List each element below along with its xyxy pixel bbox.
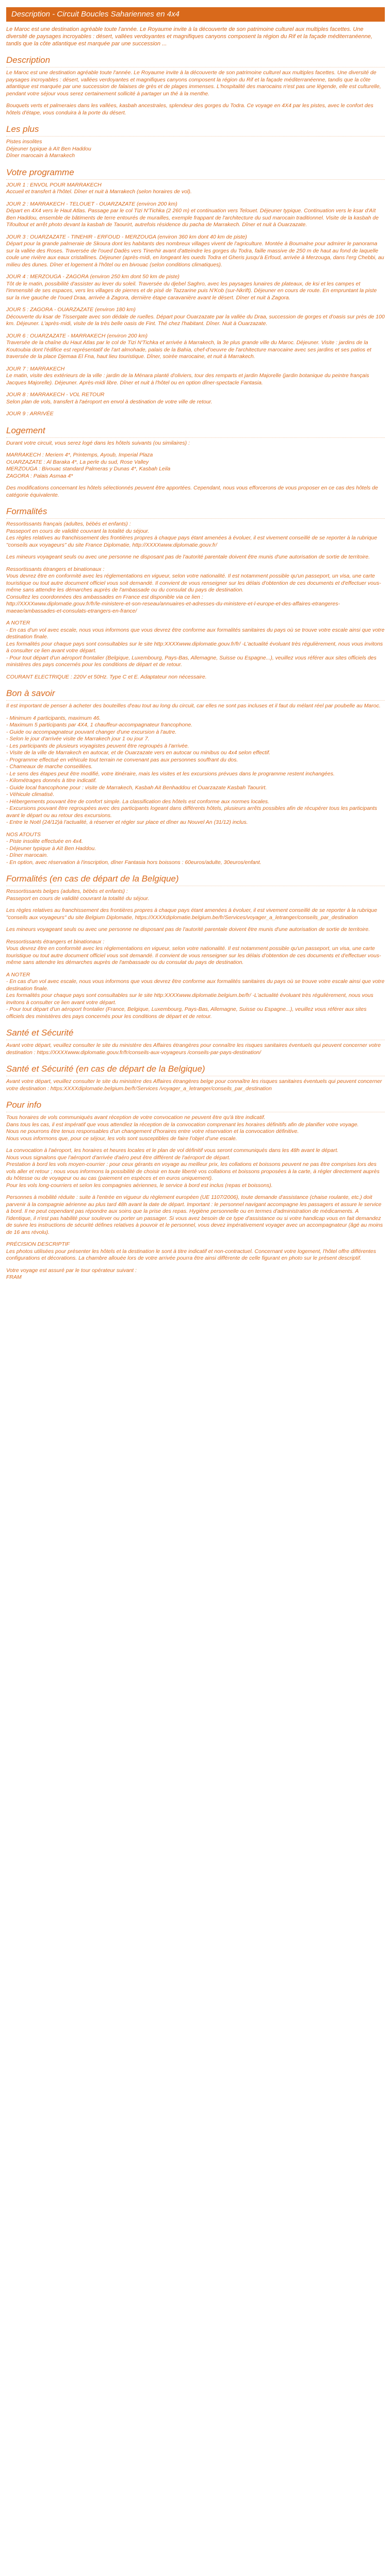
paragraph: Avant votre départ, veuillez consulter le site du ministère des Affaires étrangères belge pour connaître les risques sanitaires éventuels qui peuvent concerner votre destination : https:XXXXdiplomatie.belgium.be/fr/Services /voyager_a_letranger/conseils_par_destination: [6, 1078, 382, 1092]
section-sante: [6, 1027, 385, 1056]
section-sante-belgique: [6, 1063, 385, 1092]
section-logement: [6, 425, 385, 499]
section-description: [6, 55, 385, 116]
paragraph: Les mineurs voyageant seuls ou avec une personne ne disposant pas de l'autorité parentale doivent être munis d'une autorisation de sortie de territoire.: [6, 554, 370, 560]
section-formalites-belgique: [6, 873, 385, 1020]
intro-text: Le Maroc est une destination agréable toute l'année. Le Royaume invite à la découverte de son patrimoine culturel aux multiples facettes. Une diversité de paysages incroyables : désert, vallées verdoyantes et magnifiques canyons composent la région du Rif et la façade méditerranéenne, tandis que la côte atlantique est marquée par une succession ...: [6, 26, 372, 47]
paragraph: Il est important de penser à acheter des bouteilles d'eau tout au long du circuit, car elles ne sont pas incluses et il faut du mélant réel par poubelle au Maroc.: [6, 703, 381, 709]
paragraph: PRÉCISION DESCRIPTIF Les photos utilisées pour présenter les hôtels et la destination le sont à titre indicatif et non-contractuel. Concernant votre logement, l'hôtel offre différentes configurations et décorations. La chambre allouée lors de votre arrivée pourra être ainsi différente de celle figurant en photo sur le présent descriptif.: [6, 1241, 376, 1261]
section-plus: [6, 124, 385, 160]
paragraph: La convocation à l'aéroport, les horaires et heures locales et le plan de vol définitif vous seront communiqués dans les 48h avant le départ. Nous vous signalons que l'aéroport d'arrivée d'aéro peut être différent de l'aéroport de départ. Prestation à bord les vols moyen-courrier : pour ceux gérants en voyage au meilleur prix, les collations et boissons peuvent ne pas être comprises lors des vols aller et retour ; nous vous informons la possibilité de choisir en toute liberté vos collations et boissons proposées à la carte, à régler directement auprès du hôtesse ou de voyageur ou au cas (paiement en espèces et en euros uniquement). Pour les vols long-courriers et selon les compagnies aériennes, le service à bord est inclus (repas et boissons).: [6, 1147, 380, 1189]
paragraph: JOUR 9 : ARRIVÉE: [6, 411, 54, 417]
paragraph: Les règles relatives au franchissement des frontières propres à chaque pays étant amenées à évoluer, il est vivement conseillé de se reporter à la rubrique "conseils aux voyageurs" du site Belgium Diplomatie, https://XXXXdiplomatie.belgium.be/fr/Services/voyager_a_letranger/conseils_par_destination: [6, 907, 378, 921]
section-heading: Santé et Sécurité: [6, 1027, 385, 1040]
paragraph: COURANT ELECTRIQUE : 220V et 50Hz. Type C et E. Adaptateur non nécessaire.: [6, 673, 207, 680]
paragraph: - Minimum 4 participants, maximum 46. - Maximum 5 participants par 4X4, 1 chauffeur-accompagnateur francophone. - Guide ou accompagnateur pouvant changer d'une excursion à l'autre. - Selon le jour d'arrivée visite de Marrakech jour 1 ou jour 7. - Les participants de plusieurs voyagistes peuvent être regroupés à l'arrivée. - Visite de la ville de Marrakech en autocar, et de Ouarzazate vers en autocar ou minibus ou 4x4 selon effectif. - Programme effectué en véhicule tout terrain ne convenant pas aux personnes souffrant du dos. - Chameaux de marche conseillées. - Le sens des étapes peut être modifié, votre itinéraire, mais les visites et les excursions prévues dans le programme restent inchangées. - Kilométrages donnés à titre indicatif. - Guide local francophone pour : visite de Marrakech, Kasbah Ait Benhaddou et Ouarzazate Kasbah Taourirt. - Véhicule climatisé. - Hébergements pouvant être de confort simple. La classification des hôtels est conforme aux normes locales. - Excursions pouvant être regroupées avec des participants logeant dans différents hôtels, plusieurs arrêts possibles afin de récupérer tous les participants avant le départ ou au retour des excursions. - Entre le Noël (24/12)à l'actualité, à réserver et régler sur place et dîner au Nouvel An (31/12) inclus.: [6, 715, 378, 825]
paragraph: JOUR 5 : ZAGORA - OUARZAZATE (environ 180 km) Découverte du ksar de Tissergate avec son dédale de ruelles. Départ pour Ouarzazate par la vallée du Draa, succession de gorges et d'oasis sur près de 100 km. Déjeuner. L'après-midi, visite de la très belle oasis de Fint. Thé chez l'habitant. Dîner. Nuit à Ouarzazate.: [6, 307, 385, 327]
paragraph: Avant votre départ, veuillez consulter le site du ministère des Affaires étrangères pour connaître les risques sanitaires éventuels qui peuvent concerner votre destination : https://XXXXwww.diplomatie.gouv.fr/fr/conseils-aux-voyageurs /conseils-par-pays-destination/: [6, 1042, 381, 1056]
paragraph: Le Maroc est une destination agréable toute l'année. Le Royaume invite à la découverte de son patrimoine culturel aux multiples facettes. Une diversité de paysages incroyables : désert, vallées verdoyantes et magnifiques canyons composent la région du Rif et la façade méditerranéenne, tandis que la côte atlantique est marquée par une succession de falaises de grès et de plages immenses. L'hospitalité des marocains n'est pas une légende, elle est culturelle, pendant votre séjour vous serez certainement sollicité à partager un thé à la menthe.: [6, 70, 381, 97]
paragraph: Les mineurs voyageant seuls ou avec une personne ne disposant pas de l'autorité parentale doivent être munis d'une autorisation de sortie de territoire.: [6, 926, 370, 933]
paragraph: Ressortissants belges (adultes, bébés et enfants) : Passeport en cours de validité couvrant la totalité du séjour.: [6, 888, 150, 902]
section-heading: Pour info: [6, 1099, 385, 1112]
section-heading: Formalités: [6, 506, 385, 519]
paragraph: A NOTER - En cas d'un vol avec escale, nous vous informons que vous devrez être conforme aux formalités sanitaires du pays où se trouve votre escale ainsi que votre destination finale. Les formalités pour chaque pays sont consultables sur le site http:XXXXwww.diplomatie.gouv.fr/fr/ -L'actualité évoluant très régulièrement, nous vous invitons à consulter ce lien avant votre départ. - Pour tout départ d'un aéroport frontalier (Belgique, Luxembourg, Pays-Bas, Allemagne, Suisse ou Espagne...), veuillez vous référer aux sites officiels des ministères des pays concernés pour les conditions de départ et de retour.: [6, 620, 385, 668]
section-heading: Formalités (en cas de départ de la Belgique): [6, 873, 385, 886]
paragraph: JOUR 2 : MARRAKECH - TELOUET - OUARZAZATE (environ 200 km) Départ en 4X4 vers le Haut Atlas. Passage par le col Tizi N'Tichka (2 260 m) et continuation vers Telouet. Déjeuner typique. Continuation vers le ksar d'Aït Ben Haddou, ensemble de bâtiments de terre entourés de murailles, exemple frappant de l'architecture du sud marocain traditionnel. Visite de la kasbah de Tifoultout et arrêt photo devant la kasbah de Taourirt, autrefois résidence du pacha de Marrakech. Dîner et nuit à Ouarzazate.: [6, 200, 379, 228]
paragraph: Bouquets verts et palmeraies dans les vallées, kasbah ancestrales, splendeur des gorges du Todra. Ce voyage en 4X4 par les pistes, avec le confort des hôtels d'étape, vous conduira à la porte du désert.: [6, 103, 373, 116]
section-formalites: [6, 506, 385, 681]
paragraph: Durant votre circuit, vous serez logé dans les hôtels suivants (ou similaires) :: [6, 439, 190, 446]
section-bon-a-savoir: [6, 688, 385, 866]
paragraph: JOUR 3 : OUARZAZATE - TINEHIR - ERFOUD - MERZOUGA (environ 360 km dont 40 km de piste) Départ pour la grande palmeraie de Skoura dont les habitants des nombreux villages vivent de l'agriculture. Montée à Boumalne pour admirer le panorama sur la vallée des Roses. Traversée de l'oued Dadès vers Tinerhir avant d'atteindre les gorges du Todra, faille massive de 250 m de haut au fond de laquelle coule une rivière aux eaux cristallines. Déjeuner (après-midi, en longeant les oueds Todra et Gheris jusqu'à Erfoud, arrivée à Merzouga, dans l'erg Chebbi, au milieu des dunes. Dîner et logement à l'hôtel ou en bivouac (selon conditions climatiques).: [6, 233, 384, 268]
section-pour-info: [6, 1099, 385, 1281]
section-heading: Bon à savoir: [6, 688, 385, 701]
paragraph: JOUR 7 : MARRAKECH Le matin, visite des extérieurs de la ville : jardin de la Ménara planté d'oliviers, tour des remparts et jardin Majorelle (jardin botanique du peintre français Jacques Majorelle). Déjeuner. Après-midi libre. Dîner et nuit à l'hôtel ou en option dîner-spectacle Fantasia.: [6, 365, 369, 386]
paragraph: Votre voyage est assuré par le tour opérateur suivant : FRAM: [6, 1267, 137, 1280]
page: [0, 7, 391, 1281]
content: [0, 26, 391, 1281]
paragraph: NOS ATOUTS - Piste insolite effectuée en 4x4. - Déjeuner typique à Aït Ben Haddou. - Dîner marocain. - En option, avec réservation à l'inscription, dîner Fantasia hors boissons : 60euros/adulte, 30euros/enfant.: [6, 831, 262, 866]
section-heading: Votre programme: [6, 167, 385, 180]
paragraph: Ressortissants français (adultes, bébés et enfants) : Passeport en cours de validité couvrant la totalité du séjour. Les règles relatives au franchissement des frontières propres à chaque pays étant amenées à évoluer, il est vivement conseillé de se reporter à la rubrique "conseils aux voyageurs" du site France Diplomatie, http://XXXXwww.diplomatie.gouv.fr/: [6, 521, 378, 548]
paragraph: JOUR 4 : MERZOUGA - ZAGORA (environ 250 km dont 50 km de piste) Tôt de le matin, possibilité d'assister au lever du soleil. Traversée du djebel Saghro, avec les paysages lunaires de plateaux, de ksi et les campes et l'immensité de ses espaces, vers les villages de pierres et de pisé de Tazzarine puis N'Kob (sur-Nkrift). Déjeuner en cours de route. En empruntant la piste sur la rive gauche de l'oued Draa, arrivée à Zagora, dernière étape caravanière avant le désert. Dîner et nuit à Zagora.: [6, 274, 377, 301]
paragraph: Ressortissants étrangers et binationaux : Vous devrez être en conformité avec les réglementations en vigueur, selon votre nationalité. Il est notamment possible qu'un passeport, un visa, une carte touristique ou tout autre document officiel vous soit demandé. Il convient de vous renseigner sur les délais d'obtention de ces documents et d'effectuer vous-même sans attendre les démarches auprès de l'ambassade ou du consulat du pays de destination.: [6, 938, 381, 965]
paragraph: Pistes insolites Déjeuner typique à Aït Ben Haddou Dîner marocain à Marrakech: [6, 139, 91, 159]
paragraph: Des modifications concernant les hôtels sélectionnés peuvent être apportées. Cependant, nous vous efforcerons de vous proposer en ce cas des hôtels de catégorie équivalente.: [6, 485, 378, 498]
paragraph: MARRAKECH : Meriem 4*, Printemps, Ayoub, Imperial Plaza OUARZAZATE : Al Baraka 4*, La perle du sud, Rose Valley MERZOUGA : Bivouac standard Palmeras y Dunas 4*, Kasbah Leila ZAGORA : Palais Asmaa 4*: [6, 452, 171, 479]
paragraph: JOUR 6 : OUARZAZATE - MARRAKECH (environ 200 km) Traversée de la chaîne du Haut Atlas par le col de Tizi N'Tichka et arrivée à Marrakech, la 3e plus grande ville du Maroc. Déjeuner. Visite : jardins de la Koutoubia dont l'édifice est représentatif de l'art almohade, palais de la Bahia, chef-d'oeuvre de l'architecture marocaine avec ses jardins et ses patios et traversée de la place Djemaa El Fna, haut lieu touristique. Dîner, soirée marocaine, et nuit à Marrakech.: [6, 332, 371, 360]
paragraph: JOUR 1 : ENVOL POUR MARRAKECH Accueil et transfert à l'hôtel. Dîner et nuit à Marrakech (selon horaires de vol).: [6, 181, 192, 195]
section-programme: [6, 167, 385, 418]
section-heading: Les plus: [6, 124, 385, 137]
paragraph: A NOTER - En cas d'un vol avec escale, nous vous informons que vous devrez être conforme aux formalités sanitaires du pays où se trouve votre escale ainsi que votre destination finale. Les formalités pour chaque pays sont consultables sur le site http:XXXXwww.diplomatie.belgium.be/fr/ -L'actualité évoluant très régulièrement, nous vous invitons à consulter ce lien avant votre départ. - Pour tout départ d'un aéroport frontalier (France, Belgique, Luxembourg, Pays-Bas, Allemagne, Suisse ou Espagne...), veuillez vous référer aux sites officiels des ministères des pays concernés pour les conditions de départ et de retour.: [6, 971, 385, 1020]
section-heading: Logement: [6, 425, 385, 438]
paragraph: Tous horaires de vols communiqués avant réception de votre convocation ne peuvent être qu'à titre indicatif. Dans tous les cas, il est impératif que vous attendiez la réception de la convocation comprenant les horaires définitifs afin de planifier votre voyage. Nous ne pourrons être tenus responsables d'un changement d'horaires entre votre réservation et la convocation définitive. Nous vous informons que, pour ce séjour, les vols sont susceptibles de faire l'objet d'une escale.: [6, 1114, 359, 1142]
paragraph: Ressortissants étrangers et binationaux : Vous devrez être en conformité avec les réglementations en vigueur, selon votre nationalité. Il est notamment possible qu'un passeport, un visa, une carte touristique ou tout autre document officiel vous soit demandé. Il convient de vous renseigner sur les délais d'obtention de ces documents et d'effectuer vous-même sans attendre les démarches auprès de l'ambassade ou du consulat du pays de destination. Consultez les coordonnées des ambassades en France est disponible via ce lien : http://XXXXwww.diplomatie.gouv.fr/fr/le-ministere-et-son-reseau/annuaires-et-adresses-du-ministere-et-l-europe-et-des-affaires-etrangeres-maeae/ambassades-et-consulats-etrangers-en-france/: [6, 566, 381, 614]
paragraph: Personnes à mobilité réduite : suite à l'entrée en vigueur du règlement européen (UE 1107/2006), toute demande d'assistance (chaise roulante, etc.) doit parvenir à la compagnie aérienne au plus tard 48h avant la date de départ. Important : le personnel navigant accompagne les passagers et assure le service à bord. Il ne peut cependant pas répondre aux soins que la prise des repas. Hygiène personnelle ou en termes d'administration de médicaments. A l'identique, il n'est pas habilité pour soulever ou porter un passager. Si vous avez besoin de ce type d'assistance ou si votre handicap vous en fait demandez de suivre les instructions de sécurité défines relatives à pouvoir et le personnel, vous devez impérativement voyager avec un accompagnateur (âgé au moins de 16 ans révolu).: [6, 1194, 383, 1235]
page-title: Description - Circuit Boucles Sahariennes en 4x4: [6, 7, 385, 22]
section-heading: Santé et Sécurité (en cas de départ de la Belgique): [6, 1063, 385, 1076]
paragraph: JOUR 8 : MARRAKECH - VOL RETOUR Selon plan de vols, transfert à l'aéroport en envol à destination de votre ville de retour.: [6, 392, 213, 405]
section-heading: Description: [6, 55, 385, 67]
